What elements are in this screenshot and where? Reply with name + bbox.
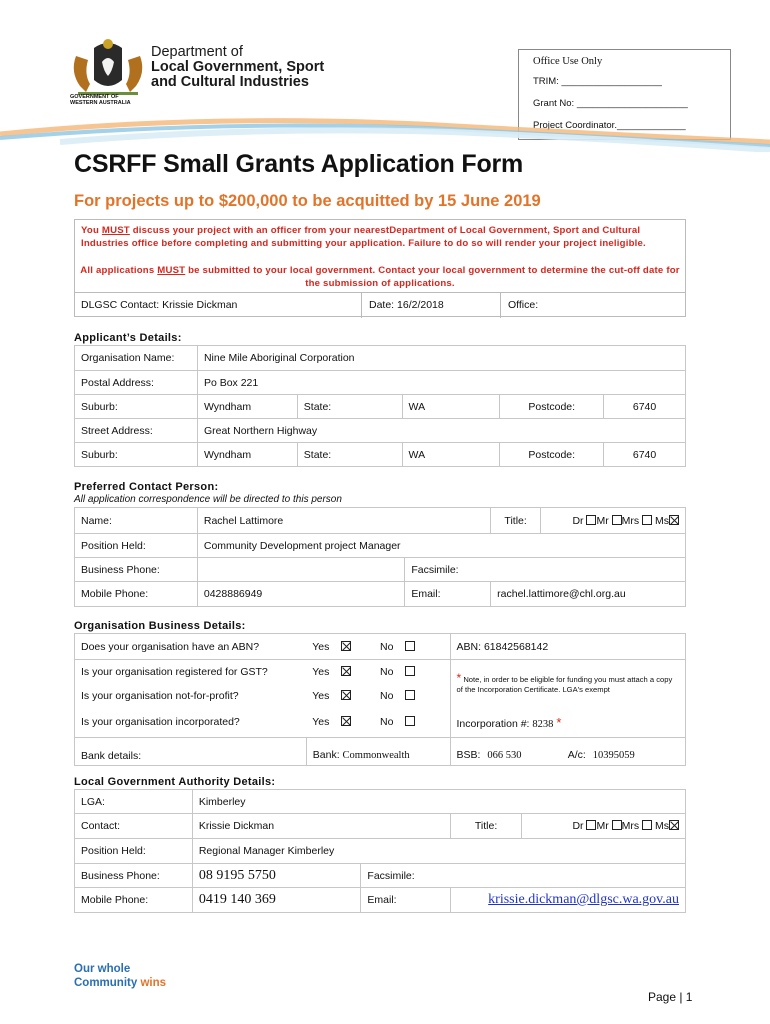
- account-number[interactable]: [562, 738, 686, 766]
- abn-value[interactable]: ABN: 61842568142: [450, 634, 685, 660]
- inc-yes: [306, 708, 368, 738]
- dlgsc-office: Office:: [508, 299, 539, 311]
- lga-fax-label: Facsimile:: [361, 864, 686, 888]
- bank-name: Commonwealth: [342, 750, 410, 761]
- warning-2-post: be submitted to your local government. Contact your local government to determine the cut-off date for the submission of applications.: [185, 265, 680, 289]
- postcode-value[interactable]: 6740: [604, 395, 686, 419]
- position-value[interactable]: Community Development project Manager: [197, 534, 685, 558]
- warning-paragraph-2: [75, 264, 685, 290]
- lga-contact-value[interactable]: Krissie Dickman: [192, 814, 450, 839]
- dlgsc-contact: DLGSC Contact: Krissie Dickman: [81, 299, 238, 311]
- department-name: [151, 45, 324, 90]
- lga-mrs-checkbox[interactable]: [642, 820, 652, 830]
- lga-mobile-label: Mobile Phone:: [75, 888, 193, 913]
- suburb2-value[interactable]: Wyndham: [197, 443, 297, 467]
- form-title: CSRFF Small Grants Application Form: [74, 150, 524, 178]
- abn-yes: [306, 634, 368, 660]
- gst-yes: [306, 660, 368, 684]
- ms-checkbox-checked[interactable]: [669, 515, 679, 525]
- suburb2-label: Suburb:: [75, 443, 198, 467]
- email-value[interactable]: rachel.lattimore@chl.org.au: [491, 582, 686, 607]
- abn-no-checkbox[interactable]: [405, 641, 415, 651]
- suburb-label: Suburb:: [75, 395, 198, 419]
- lga-title-dr: Dr: [572, 820, 584, 832]
- contact-table: [74, 507, 686, 607]
- inc-no-label: No: [380, 716, 394, 729]
- note-text: Note, in order to be eligible for funding you must attach a copy of the Incorporation Certificate. LGA's exempt: [456, 674, 673, 694]
- trim-field[interactable]: TRIM: ___________________: [533, 76, 662, 87]
- nfp-yes-checkbox[interactable]: [341, 690, 351, 700]
- dlgsc-contact-row: [75, 292, 685, 317]
- applicant-table: [74, 345, 686, 467]
- position-label: Position Held:: [75, 534, 198, 558]
- lga-bphone-value[interactable]: 08 9195 5750: [192, 864, 361, 888]
- form-subtitle: For projects up to $200,000 to be acquitted by 15 June 2019: [74, 192, 541, 210]
- lga-dr-checkbox[interactable]: [586, 820, 596, 830]
- bsb-value: 066 530: [487, 750, 522, 761]
- slogan-line1: Our whole: [74, 963, 131, 975]
- abn-yes-label: Yes: [312, 640, 330, 653]
- lga-title-ms: Ms: [655, 820, 669, 832]
- warning-1-pre: You: [81, 225, 102, 236]
- gst-yes-label: Yes: [312, 665, 330, 678]
- gst-yes-checkbox[interactable]: [341, 666, 351, 676]
- dr-checkbox[interactable]: [586, 515, 596, 525]
- title-ms: Ms: [655, 514, 669, 527]
- state2-label: State:: [297, 443, 402, 467]
- org-name-value[interactable]: Nine Mile Aboriginal Corporation: [197, 346, 685, 371]
- bank-value-label: Bank:: [312, 749, 340, 761]
- header-swoosh-decoration: [0, 112, 770, 152]
- slogan-wins: wins: [140, 977, 167, 989]
- page-number: Page | 1: [648, 990, 693, 1004]
- bsb-label: BSB:: [456, 749, 481, 761]
- abn-no: [368, 634, 450, 660]
- email-label: Email:: [405, 582, 491, 607]
- title-dr: Dr: [572, 514, 584, 527]
- bsb[interactable]: [450, 738, 562, 766]
- office-use-title: Office Use Only: [533, 56, 603, 67]
- dept-line1: Department of: [151, 44, 243, 60]
- lga-title-label: Title:: [451, 814, 522, 839]
- ac-label: A/c:: [567, 749, 586, 761]
- q-gst: Is your organisation registered for GST?: [75, 660, 307, 684]
- gst-no-checkbox[interactable]: [405, 666, 415, 676]
- lga-position-value[interactable]: Regional Manager Kimberley: [192, 839, 685, 864]
- lga-heading: Local Government Authority Details:: [74, 776, 276, 788]
- postcode2-label: Postcode:: [500, 443, 604, 467]
- lga-contact-label: Contact:: [75, 814, 193, 839]
- q-nfp: Is your organisation not-for-profit?: [75, 684, 307, 708]
- inc-star: *: [556, 714, 562, 730]
- nfp-no-label: No: [380, 689, 394, 702]
- inc-label: Incorporation #:: [456, 717, 530, 730]
- wa-government-crest-logo: [66, 36, 150, 108]
- business-table: [74, 633, 686, 766]
- contact-title-label: Title:: [491, 508, 541, 534]
- note-star: *: [456, 670, 462, 685]
- postal-address-value[interactable]: Po Box 221: [197, 371, 685, 395]
- bank-label: Bank details:: [75, 738, 307, 766]
- inc-no-checkbox[interactable]: [405, 716, 415, 726]
- postcode-label: Postcode:: [500, 395, 604, 419]
- business-phone-label: Business Phone:: [75, 558, 198, 582]
- warning-2-must: MUST: [157, 265, 186, 276]
- lga-mobile-value[interactable]: 0419 140 369: [192, 888, 361, 913]
- nfp-no-checkbox[interactable]: [405, 690, 415, 700]
- lga-email-label: Email:: [361, 888, 451, 913]
- state-value[interactable]: WA: [402, 395, 500, 419]
- warning-paragraph-1: [81, 224, 679, 250]
- nfp-no: [368, 684, 450, 708]
- lga-value[interactable]: Kimberley: [192, 790, 685, 814]
- mobile-value[interactable]: 0428886949: [197, 582, 404, 607]
- postal-address-label: Postal Address:: [75, 371, 198, 395]
- inc-yes-checkbox[interactable]: [341, 716, 351, 726]
- gov-line2: WESTERN AUSTRALIA: [70, 100, 131, 106]
- warning-box: [74, 219, 686, 317]
- lga-bphone-label: Business Phone:: [75, 864, 193, 888]
- lga-table: [74, 789, 686, 913]
- lga-mr-checkbox[interactable]: [612, 820, 622, 830]
- contact-note: All application correspondence will be directed to this person: [74, 494, 342, 505]
- contact-name-value[interactable]: Rachel Lattimore: [197, 508, 490, 534]
- lga-email-link[interactable]: krissie.dickman@dlgsc.wa.gov.au: [451, 888, 686, 913]
- business-phone-value[interactable]: [197, 558, 404, 582]
- business-heading: Organisation Business Details:: [74, 620, 246, 632]
- dept-line3: and Cultural Industries: [151, 74, 309, 90]
- contact-heading: Preferred Contact Person:: [74, 481, 219, 493]
- project-coordinator-field[interactable]: Project Coordinator._____________: [533, 120, 686, 131]
- bank-value[interactable]: [306, 738, 450, 766]
- street-address-label: Street Address:: [75, 419, 198, 443]
- footer-slogan: [74, 962, 166, 990]
- q-inc: Is your organisation incorporated?: [75, 708, 307, 738]
- suburb-value[interactable]: Wyndham: [197, 395, 297, 419]
- postcode2-value[interactable]: 6740: [604, 443, 686, 467]
- q-abn: Does your organisation have an ABN?: [75, 634, 307, 660]
- lga-title-mr: Mr: [596, 820, 609, 832]
- inc-value: 8238: [532, 718, 554, 730]
- gst-no-label: No: [380, 665, 394, 678]
- incorporation-note: [450, 660, 685, 708]
- lga-ms-checkbox-checked[interactable]: [669, 820, 679, 830]
- mr-checkbox[interactable]: [612, 515, 622, 525]
- title-mr: Mr: [596, 514, 609, 527]
- inc-yes-label: Yes: [312, 716, 330, 729]
- contact-name-label: Name:: [75, 508, 198, 534]
- gst-no: [368, 660, 450, 684]
- lga-title-options: [522, 814, 686, 839]
- lga-label: LGA:: [75, 790, 193, 814]
- dept-line2: Local Government, Sport: [151, 59, 325, 75]
- lga-position-label: Position Held:: [75, 839, 193, 864]
- abn-yes-checkbox[interactable]: [341, 641, 351, 651]
- inc-no: [368, 708, 450, 738]
- warning-1-must: MUST: [101, 225, 130, 236]
- street-address-value[interactable]: Great Northern Highway: [197, 419, 685, 443]
- mobile-label: Mobile Phone:: [75, 582, 198, 607]
- abn-no-label: No: [380, 640, 394, 653]
- slogan-community: Community: [74, 977, 138, 989]
- gov-line1: GOVERNMENT OF: [70, 94, 119, 100]
- facsimile-label: Facsimile:: [405, 558, 686, 582]
- grant-number-field[interactable]: Grant No: _____________________: [533, 98, 688, 109]
- dlgsc-date: Date: 16/2/2018: [369, 299, 444, 311]
- org-name-label: Organisation Name:: [75, 346, 198, 371]
- incorporation-number[interactable]: [450, 708, 685, 738]
- state-label: State:: [297, 395, 402, 419]
- warning-2-pre: All applications: [80, 265, 158, 276]
- contact-title-options: [541, 508, 686, 534]
- lga-title-mrs: Mrs: [621, 820, 640, 832]
- warning-1-post: discuss your project with an officer from your nearestDepartment of Local Government, Sport and Cultural Industries office before completing and submitting your application. Failure to do so will render your project ineligible.: [81, 225, 646, 249]
- title-mrs: Mrs: [621, 514, 640, 527]
- nfp-yes: [306, 684, 368, 708]
- applicant-heading: Applicant’s Details:: [74, 332, 182, 344]
- nfp-yes-label: Yes: [312, 689, 330, 702]
- mrs-checkbox[interactable]: [642, 515, 652, 525]
- ac-value: 10395059: [592, 750, 635, 761]
- state2-value[interactable]: WA: [402, 443, 500, 467]
